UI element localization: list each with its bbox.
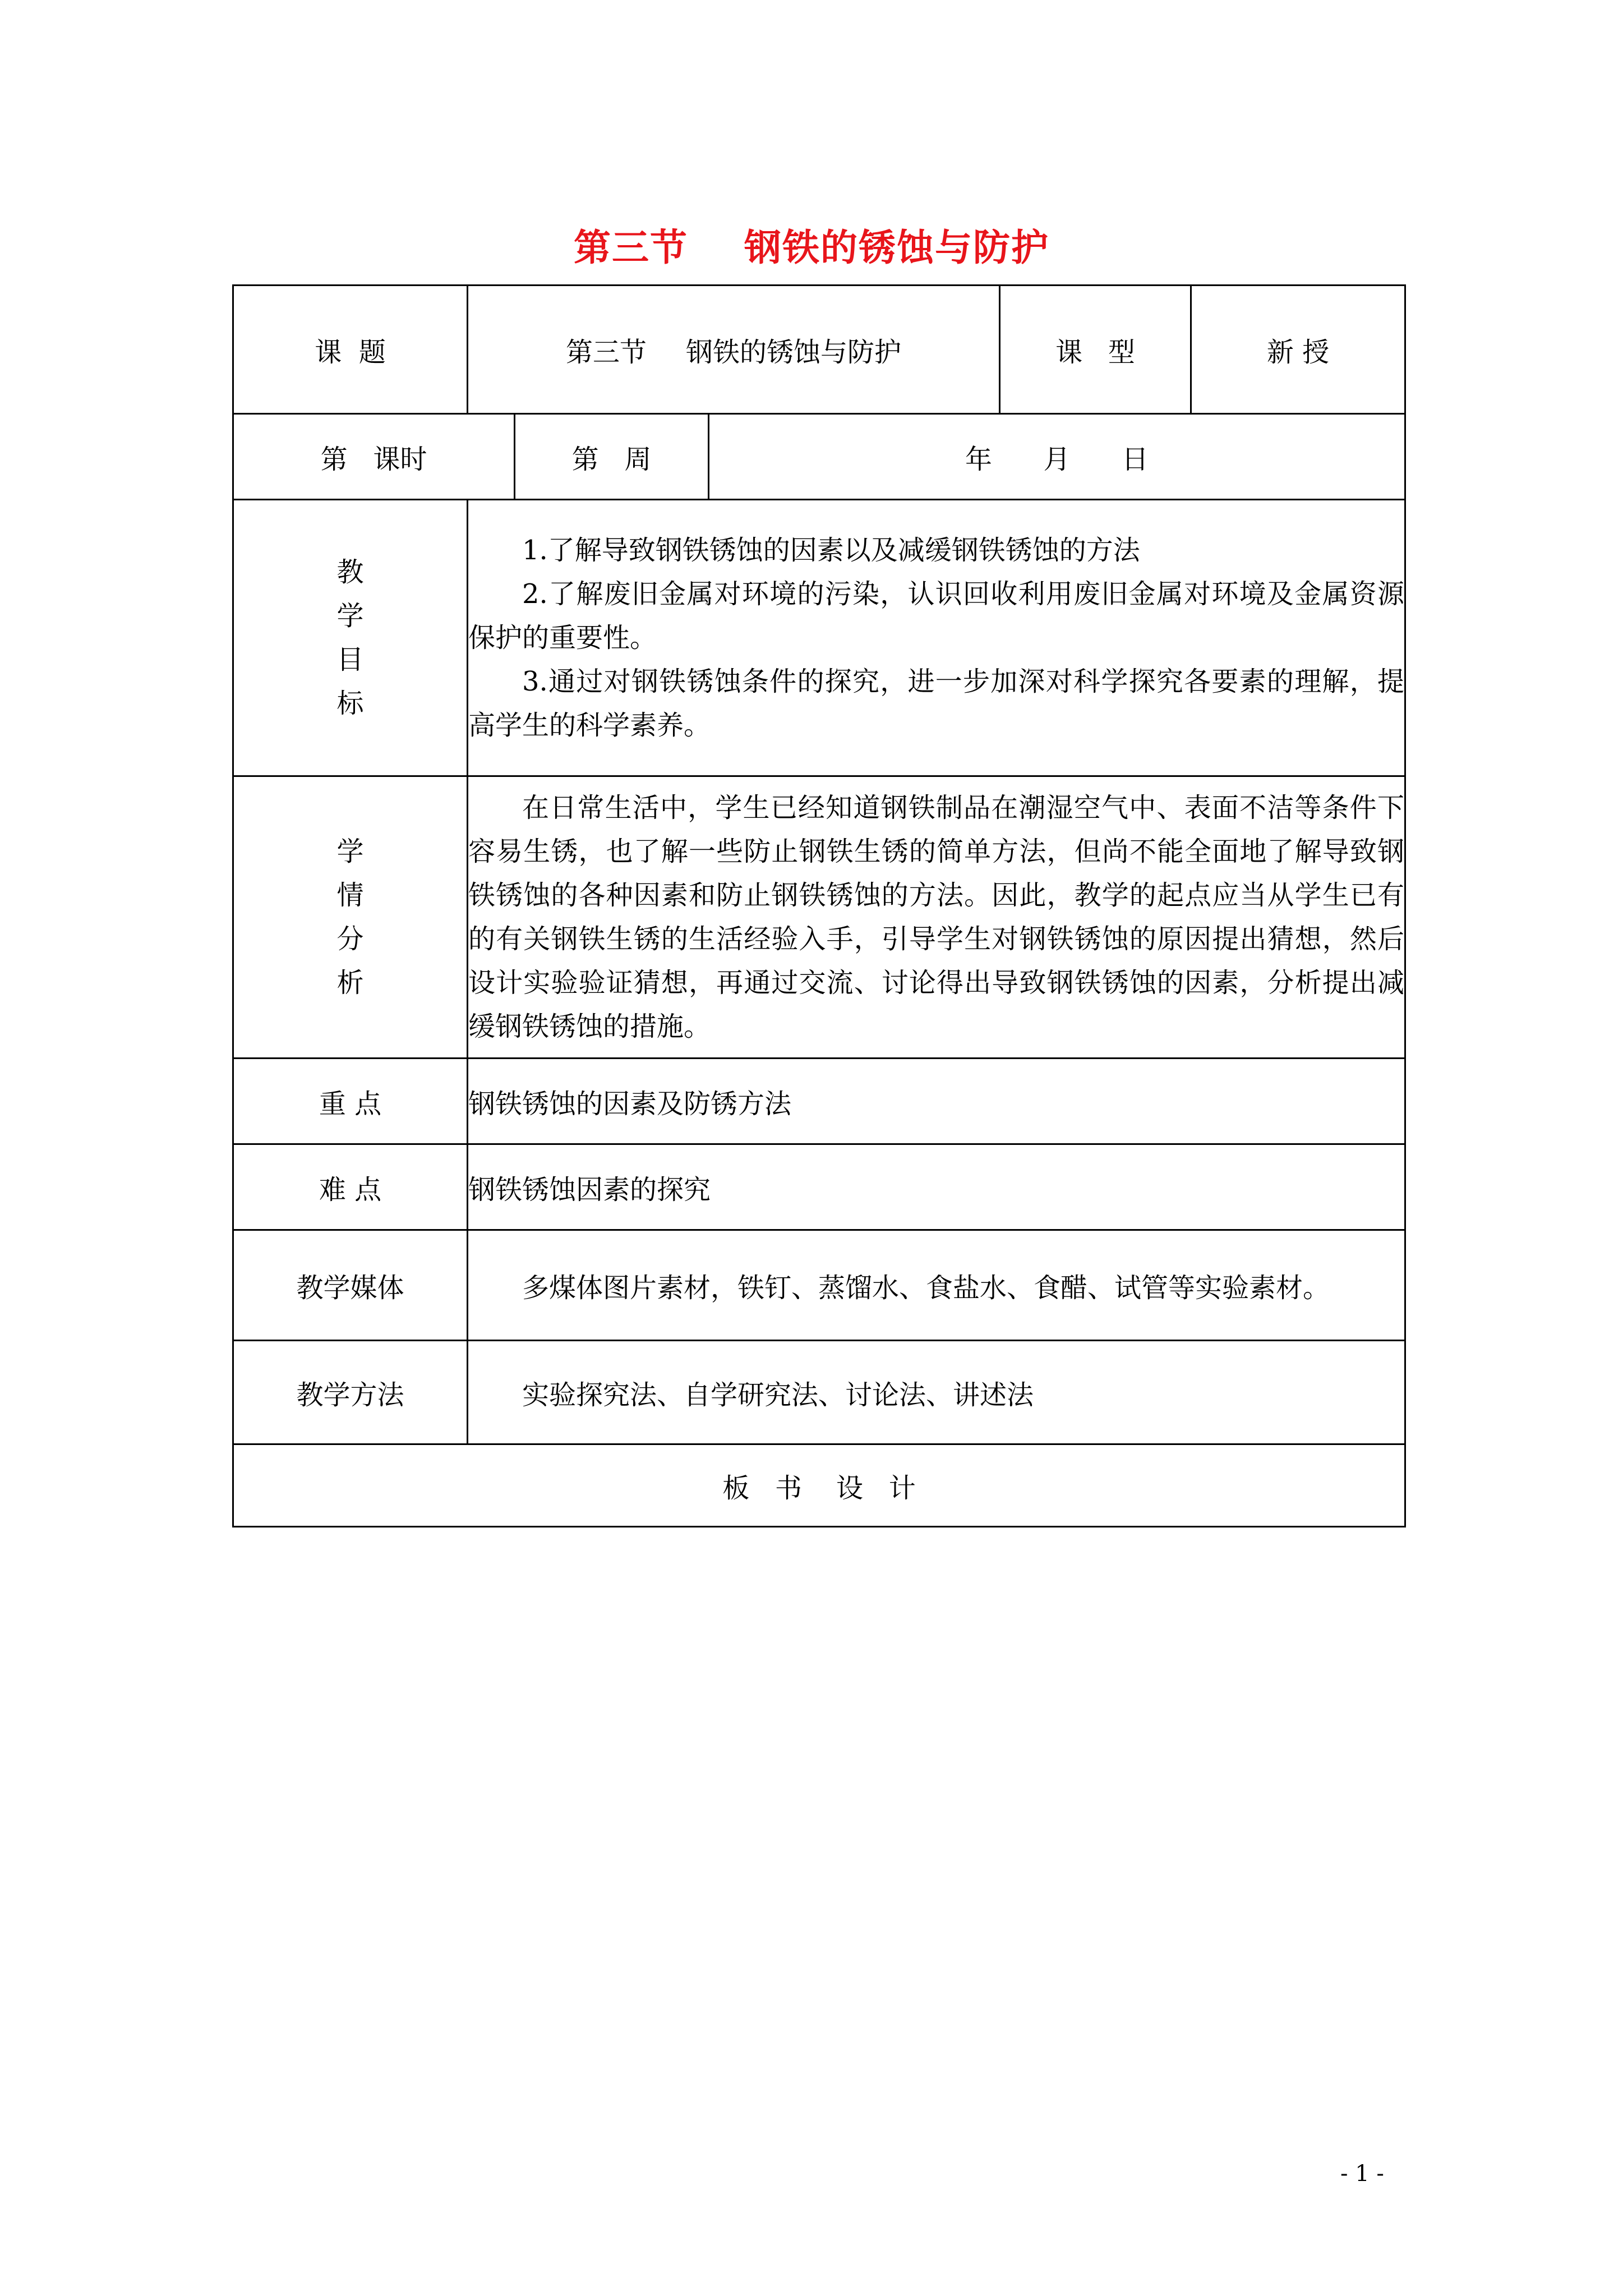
topic-label: 课 题 bbox=[233, 286, 468, 414]
objective-item: 1.了解导致钢铁锈蚀的因素以及减缓钢铁锈蚀的方法 bbox=[522, 535, 1140, 566]
row-difficulty bbox=[233, 1144, 1405, 1230]
key-point-label: 重 点 bbox=[233, 1059, 468, 1144]
week-number: 第 周 bbox=[515, 414, 709, 500]
lesson-plan-table bbox=[232, 284, 1406, 1527]
date-field: 年 月 日 bbox=[709, 414, 1405, 500]
method-value: 实验探究法、自学研究法、讨论法、讲述法 bbox=[468, 1341, 1405, 1444]
board-design-label: 板 书 设 计 bbox=[233, 1444, 1405, 1527]
key-point-value: 钢铁锈蚀的因素及防锈方法 bbox=[468, 1059, 1405, 1144]
topic-value bbox=[468, 286, 1000, 414]
objectives-content bbox=[468, 500, 1405, 776]
difficulty-label: 难 点 bbox=[233, 1144, 468, 1230]
title-part2: 钢铁的锈蚀与防护 bbox=[744, 226, 1049, 269]
topic-value-part1: 第三节 bbox=[565, 336, 647, 368]
type-value: 新 授 bbox=[1191, 286, 1405, 414]
row-board-design bbox=[233, 1444, 1405, 1527]
method-label: 教学方法 bbox=[233, 1341, 468, 1444]
row-schedule bbox=[233, 414, 1405, 500]
title-part1: 第三节 bbox=[574, 226, 688, 269]
difficulty-value: 钢铁锈蚀因素的探究 bbox=[468, 1144, 1405, 1230]
topic-value-part2: 钢铁的锈蚀与防护 bbox=[686, 336, 902, 368]
lesson-number: 第 课时 bbox=[233, 414, 515, 500]
media-label: 教学媒体 bbox=[233, 1230, 468, 1341]
objective-item: 2.了解废旧金属对环境的污染，认识回收利用废旧金属对环境及金属资源保护的重要性。 bbox=[468, 578, 1404, 654]
row-objectives bbox=[233, 500, 1405, 776]
row-topic bbox=[233, 286, 1405, 414]
row-method bbox=[233, 1341, 1405, 1444]
page-number: - 1 - bbox=[1340, 2161, 1384, 2187]
row-key-point bbox=[233, 1059, 1405, 1144]
page-title bbox=[0, 218, 1623, 271]
analysis-label: 学 情 分 析 bbox=[233, 776, 468, 1059]
objective-item: 3.通过对钢铁锈蚀条件的探究，进一步加深对科学探究各要素的理解，提高学生的科学素养。 bbox=[468, 666, 1404, 741]
row-media bbox=[233, 1230, 1405, 1341]
row-analysis bbox=[233, 776, 1405, 1059]
analysis-content: 在日常生活中，学生已经知道钢铁制品在潮湿空气中、表面不洁等条件下容易生锈，也了解一些防止钢铁生锈的简单方法，但尚不能全面地了解导致钢铁锈蚀的各种因素和防止钢铁锈蚀的方法。因此，教学的起点应当从学生已有的有关钢铁生锈的生活经验入手，引导学生对钢铁锈蚀的原因提出猜想，然后设计实验验证猜想，再通过交流、讨论得出导致钢铁锈蚀的因素，分析提出减缓钢铁锈蚀的措施。 bbox=[468, 776, 1405, 1059]
type-label: 课 型 bbox=[1000, 286, 1191, 414]
media-value: 多煤体图片素材，铁钉、蒸馏水、食盐水、食醋、试管等实验素材。 bbox=[468, 1230, 1405, 1341]
objectives-label: 教 学 目 标 bbox=[233, 500, 468, 776]
